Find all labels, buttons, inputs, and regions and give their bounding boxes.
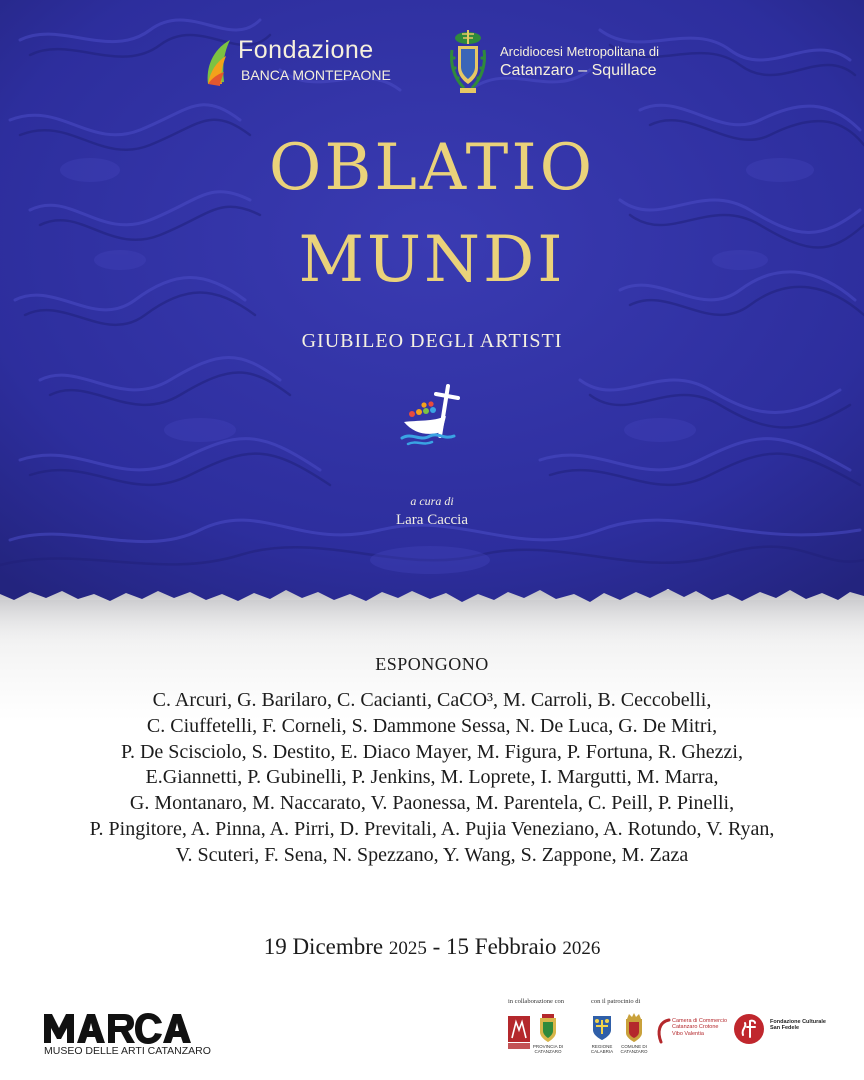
jubilee-emblem-icon xyxy=(398,380,470,452)
fondazione-leaf-icon xyxy=(204,38,234,88)
artist-line: C. Ciuffetelli, F. Corneli, S. Dammone Sessa, N. De Luca, G. De Mitri, xyxy=(146,714,718,737)
artist-line: G. Montanaro, M. Naccarato, V. Paonessa, M. Parentela, C. Peill, P. Pinelli, xyxy=(129,792,735,815)
artists-list xyxy=(20,688,844,869)
marca-logo xyxy=(44,1012,194,1044)
san-fedele-text xyxy=(770,1019,826,1032)
camera-commercio-icon xyxy=(655,1018,671,1044)
camera-commercio-text xyxy=(672,1018,727,1037)
comune-label: COMUNE DI CATANZARO xyxy=(620,1044,648,1054)
date-separator: - xyxy=(432,934,441,959)
patronage-label: con il patrocinio di xyxy=(591,998,641,1005)
subtitle: GIUBILEO DEGLI ARTISTI xyxy=(301,330,563,352)
artist-line: C. Arcuri, G. Barilaro, C. Cacianti, CaCO³, M. Carroli, B. Ceccobelli, xyxy=(152,689,712,711)
comune-catanzaro-crest-icon xyxy=(623,1013,645,1043)
regione-label: REGIONE CALABRIA xyxy=(590,1044,614,1054)
curator-name: Lara Caccia xyxy=(395,512,469,528)
fondazione-name: Fondazione xyxy=(238,36,374,64)
artist-line: P. De Scisciolo, S. Destito, E. Diaco Mayer, M. Figura, P. Fortuna, R. Ghezzi, xyxy=(121,740,743,763)
artist-line: E.Giannetti, P. Gubinelli, P. Jenkins, M. Loprete, I. Margutti, M. Marra, xyxy=(145,766,719,789)
sanfedele-line2: San Fedele xyxy=(770,1025,800,1032)
arcidiocesi-line2: Catanzaro – Squillace xyxy=(500,62,657,79)
mudas-logo xyxy=(508,1016,530,1050)
arcidiocesi-line1: Arcidiocesi Metropolitana di xyxy=(500,44,659,59)
title-line-1: OBLATIO xyxy=(268,131,596,205)
artists-heading: ESPONGONO xyxy=(375,654,489,674)
camera-line3: Vibo Valentia xyxy=(672,1030,704,1037)
exhibition-dates xyxy=(0,934,864,960)
curator-label: a cura di xyxy=(410,494,454,508)
end-year: 2026 xyxy=(562,938,601,959)
arcidiocesi-crest-icon xyxy=(448,28,488,96)
sanfedele-line1: Fondazione Culturale xyxy=(770,1019,826,1025)
camera-line1: Camera di Commercio xyxy=(672,1018,728,1024)
arcidiocesi-logo xyxy=(448,28,688,98)
end-date: 15 Febbraio xyxy=(446,934,557,959)
regione-calabria-crest-icon xyxy=(591,1014,613,1042)
fondazione-banca-montepaone-logo xyxy=(204,36,414,92)
start-date: 19 Dicembre xyxy=(263,934,384,959)
collaboration-label: in collaborazione con xyxy=(508,998,564,1005)
camera-line2: Catanzaro Crotone xyxy=(672,1024,719,1031)
provincia-label: PROVINCIA DI CATANZARO xyxy=(532,1044,564,1054)
artist-line: V. Scuteri, F. Sena, N. Spezzano, Y. Wang, S. Zappone, M. Zaza xyxy=(175,843,689,866)
san-fedele-logo xyxy=(733,1013,765,1045)
artist-line: P. Pingitore, A. Pinna, A. Pirri, D. Previtali, A. Pujia Veneziano, A. Rotundo, V. Ryan, xyxy=(89,817,775,840)
provincia-catanzaro-crest-icon xyxy=(536,1014,560,1044)
marca-subtitle: MUSEO DELLE ARTI CATANZARO xyxy=(44,1045,211,1057)
title-line-2: MUNDI xyxy=(298,223,566,297)
start-year: 2025 xyxy=(388,938,427,959)
fondazione-subtitle: BANCA MONTEPAONE xyxy=(241,67,391,83)
